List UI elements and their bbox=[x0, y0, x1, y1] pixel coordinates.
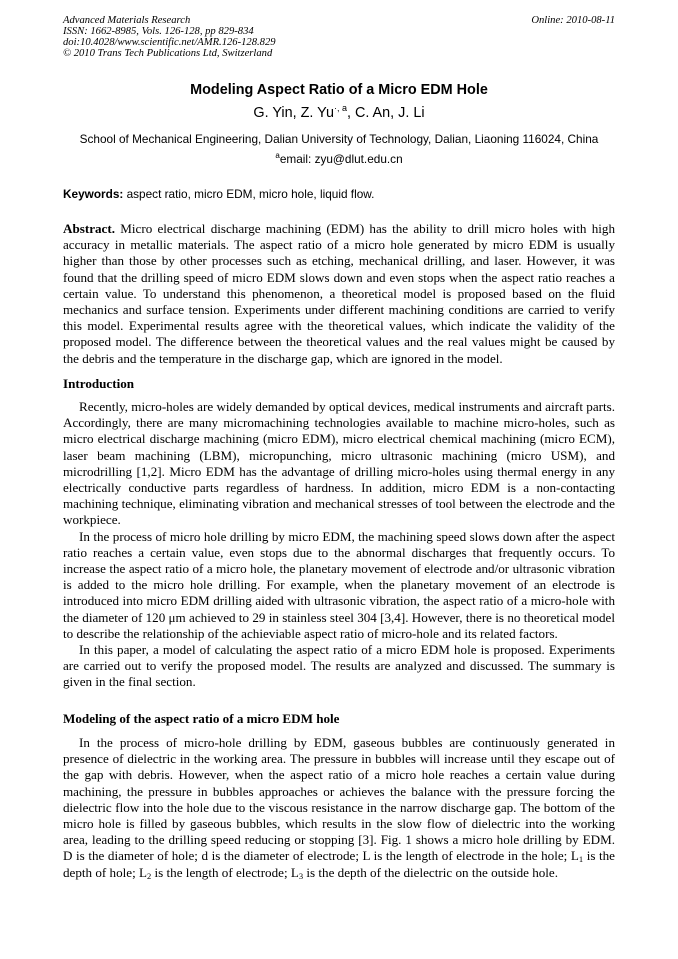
subscript: 2 bbox=[147, 870, 152, 881]
authors-first: G. Yin, Z. Yu bbox=[253, 105, 334, 121]
section-heading-introduction: Introduction bbox=[63, 376, 135, 391]
doi-line: doi:10.4028/www.scientific.net/AMR.126-128.829 bbox=[63, 37, 276, 48]
copyright-line: © 2010 Trans Tech Publications Ltd, Switzerland bbox=[63, 48, 273, 59]
introduction-body bbox=[63, 399, 615, 691]
keywords-label: Keywords: bbox=[63, 187, 124, 201]
journal-header bbox=[63, 15, 615, 59]
email-marker: a bbox=[275, 151, 280, 160]
modeling-text-b: is the length of electrode; L bbox=[151, 864, 299, 880]
author-email bbox=[63, 151, 615, 167]
issn-line: ISSN: 1662-8985, Vols. 126-128, pp 829-834 bbox=[63, 26, 254, 37]
subscript: 1 bbox=[578, 854, 584, 865]
subscript: 3 bbox=[298, 870, 304, 881]
paragraph: In this paper, a model of calculating the aspect ratio of a micro EDM hole is proposed. Experiments are carried out to verify the proposed model. The results are analyzed and discussed. The summary is given in the final section. bbox=[63, 642, 615, 690]
authors-rest: , C. An, J. Li bbox=[346, 105, 425, 121]
abstract-text: Micro electrical discharge machining (EDM) has the ability to drill micro holes with high accuracy in metallic materials. The aspect ratio of a micro hole generated by micro EDM is usually higher than those by other processes such as etching, mechanical drilling, and laser. However, it was found that the drilling speed of micro EDM slows down and even stops when the aspect ratio reaches a certain value. To understand this phenomenon, a theoretical model is proposed based on the fluid mechanics and surface tension. Experiments under different machining conditions are carried to verify this model. Experimental results agree with the theoretical values, which indicate the validity of the proposed model. The difference between the theoretical values and the real values might be caused by the debris and the temperature in the discharge gap, which are ignored in the model. bbox=[63, 221, 615, 366]
journal-name: Advanced Materials Research bbox=[63, 15, 191, 26]
abstract-label: Abstract. bbox=[63, 221, 115, 236]
modeling-text-c: is the depth of the dielectric on the outside hole. bbox=[303, 864, 559, 880]
modeling-text-start: In the process of micro-hole drilling by EDM, gaseous bubbles are continuously generated in presence of dielectric in the working area. The pressure in bubbles will increase until they escape out of the gap with debris. However, when the aspect ratio of a micro hole reaches a certain value during machining, the pressure in bubbles approaches or achieves the balance with the pressure forcing the dielectric flow into the hole due to the viscous resistance in the narrow discharge gap. The bottom of the micro hole is filled by gaseous bubbles, which results in the slow flow of dielectric into the working area, leading to the drilling speed reducing or stopping [3]. Fig. 1 shows a micro hole drilling by EDM. D is the diameter of hole; d is the diameter of electrode; L is the length of electrode in the hole; L bbox=[63, 735, 615, 864]
online-date: Online: 2010-08-11 bbox=[531, 15, 615, 26]
paragraph: Recently, micro-holes are widely demanded by optical devices, medical instruments and aircraft parts. Accordingly, there are many micromachining technologies available to machine micro-holes, such as micro electrical discharge machining (micro EDM), micro electrical chemical machining (micro ECM), laser beam machining (LBM), micropunching, micro ultrasonic machining (micro USM), and microdrilling [1,2]. Micro EDM has the advantage of drilling micro-holes using thermal energy in any electrically conductive parts regardless of hardness. In addition, micro EDM is a non-contacting machining technique, eliminating vibration and mechanical stresses of tool between the electrode and the workpiece. bbox=[63, 399, 615, 528]
abstract bbox=[63, 221, 615, 367]
paragraph bbox=[63, 735, 615, 881]
paragraph: In the process of micro hole drilling by micro EDM, the machining speed slows down after the aspect ratio reaches a certain value, even stops due to the abnormal discharges that frequently occurs. To increase the aspect ratio of a micro hole, the planetary movement of electrode and/or ultrasonic vibration is added to the micro hole drilling. For example, when the planetary movement of an electrode is introduced into micro EDM drilling aided with ultrasonic vibration, the aspect ratio of a micro-hole with the diameter of 120 μm achieved to 29 in stainless steel 304 [3,4]. However, there is no theoretical model to describe the relationship of the achieviable aspect ratio of micro-hole and its related factors. bbox=[63, 528, 615, 641]
affiliation: School of Mechanical Engineering, Dalian University of Technology, Dalian, Liaoning 116024, China bbox=[79, 132, 599, 146]
modeling-body bbox=[63, 735, 615, 881]
author-list bbox=[63, 104, 615, 122]
author-marker: ·, a bbox=[333, 103, 347, 113]
keywords-text: aspect ratio, micro EDM, micro hole, liquid flow. bbox=[123, 187, 375, 201]
keywords bbox=[63, 186, 615, 202]
section-heading-modeling: Modeling of the aspect ratio of a micro EDM hole bbox=[63, 711, 340, 726]
email-text: email: zyu@dlut.edu.cn bbox=[279, 152, 403, 166]
modeling-text-a: is the depth of hole; L bbox=[63, 848, 615, 880]
paper-title: Modeling Aspect Ratio of a Micro EDM Hole bbox=[190, 82, 488, 98]
